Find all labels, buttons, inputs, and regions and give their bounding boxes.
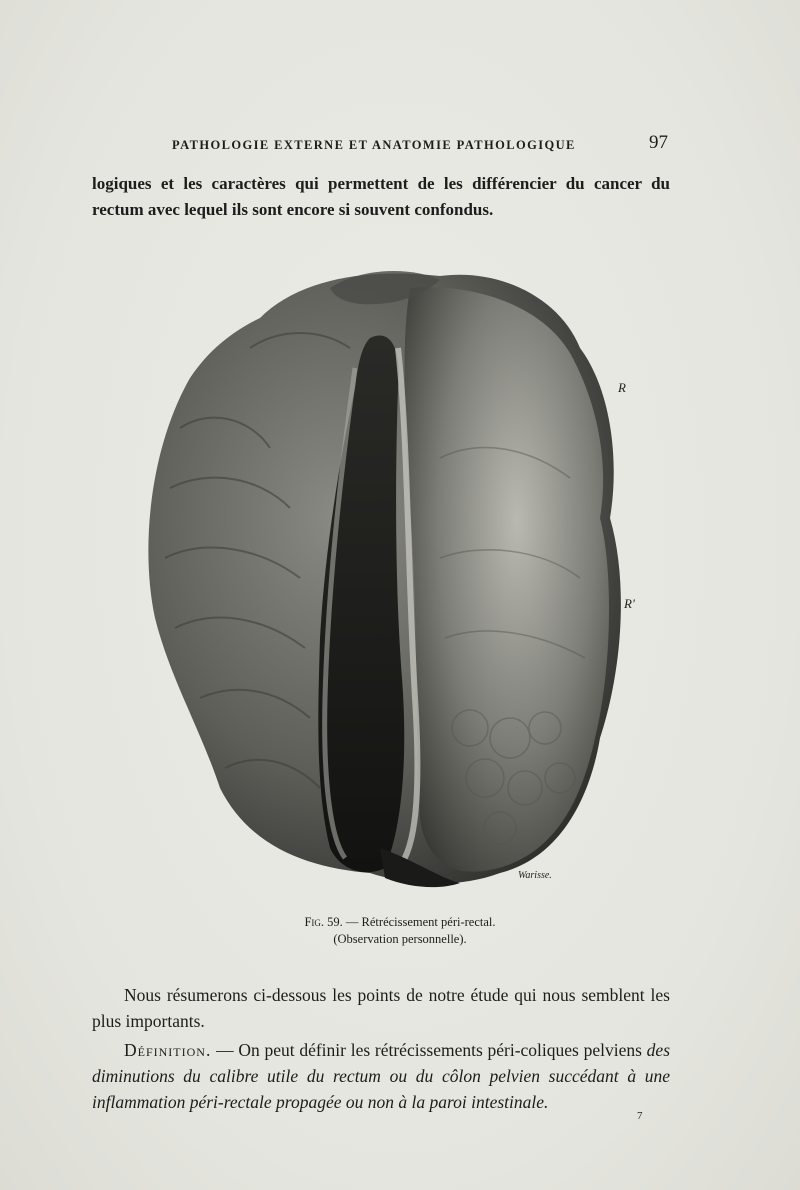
caption-title: — Rétrécissement péri-rectal. (342, 915, 496, 929)
page-number: 97 (649, 132, 668, 153)
figure-number: Fig. 59. (304, 915, 343, 929)
definition-italic: des diminutions du calibre utile du rectum ou du côlon pelvien succédant à une inflammation péri-rectale propagée ou non à la paroi intestinale. (92, 1040, 670, 1112)
label-r-prime: R' (624, 596, 635, 611)
caption-line-2: (Observation personnelle). (333, 932, 467, 946)
label-r: R (618, 380, 626, 395)
caption-line-1 (0, 914, 800, 931)
summary-text: Nous résumerons ci-dessous les points de notre étude qui nous semblent les plus importants. (92, 985, 670, 1031)
paragraph-definition (92, 1037, 670, 1115)
artist-signature: Warisse. (518, 870, 552, 881)
figure-illustration (140, 258, 660, 898)
specimen-illustration (140, 258, 660, 898)
paragraph-intro: logiques et les caractères qui permettent de les différencier du cancer du rectum avec lequel ils sont encore si souvent confondus. (92, 174, 670, 219)
paragraph-summary (92, 982, 670, 1034)
running-title: PATHOLOGIE EXTERNE ET ANATOMIE PATHOLOGIQUE (172, 138, 576, 152)
figure-caption (0, 914, 800, 948)
right-lobe (405, 287, 610, 871)
signature-mark: 7 (637, 1110, 643, 1122)
definition-roman: — On peut définir les rétrécissements péri-coliques pelviens (211, 1040, 647, 1060)
definition-heading: Définition. (124, 1040, 212, 1060)
